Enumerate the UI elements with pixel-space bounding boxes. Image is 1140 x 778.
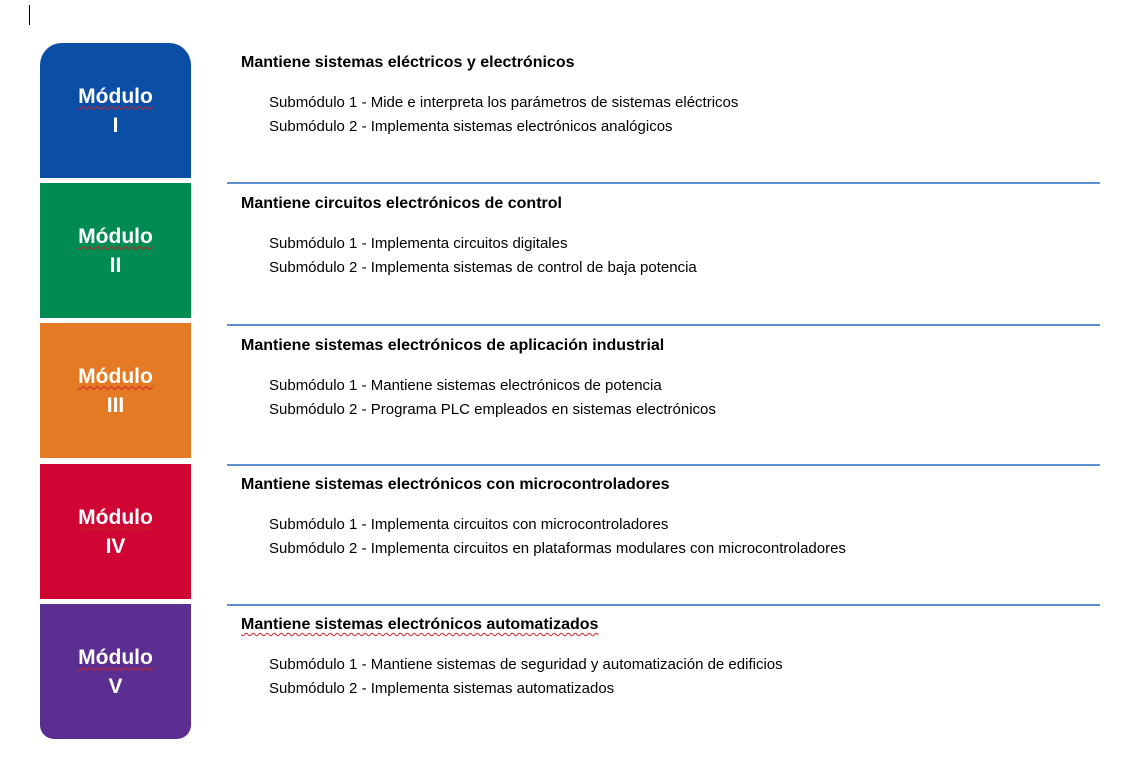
module-2-tile [40,183,191,318]
submodule-item: Submódulo 1 - Implementa circuitos digitales [269,235,568,252]
module-2-content [241,194,1101,279]
module-2-numeral: II [109,253,122,277]
section-divider [227,324,1100,326]
submodule-item: Submódulo 1 - Mide e interpreta los parámetros de sistemas eléctricos [269,94,739,111]
module-1-content [241,53,1101,138]
module-1-tile [40,43,191,178]
module-2-submodule-list [269,232,1101,279]
section-divider [227,464,1100,466]
submodule-item: Submódulo 2 - Implementa sistemas automatizados [269,679,615,697]
module-3-tile [40,323,191,458]
module-2-label: Módulo [78,224,153,248]
module-3-title: Mantiene sistemas electrónicos de aplicación industrial [241,337,665,354]
module-2-title: Mantiene circuitos electrónicos de control [241,195,562,212]
module-5-tile [40,604,191,739]
text-cursor [29,5,30,25]
module-3-numeral: III [106,393,125,417]
module-3-content [241,336,1101,421]
module-4-label: Módulo [78,505,153,529]
module-5-content [241,615,1101,700]
module-4-submodule-list [269,513,1101,560]
module-3-submodule-list [269,374,1101,421]
module-3-label: Módulo [78,364,153,388]
module-5-numeral: V [108,674,123,698]
submodule-item: Submódulo 2 - Implementa sistemas de control de baja potencia [269,258,697,276]
module-5-submodule-list [269,653,1101,700]
module-1-submodule-list [269,91,1101,138]
submodule-item: Submódulo 2 - Implementa circuitos en plataformas modulares con microcontroladores [269,539,846,557]
module-4-title: Mantiene sistemas electrónicos con microcontroladores [241,476,670,493]
module-5-title-text: Mantiene sistemas electrónicos automatizados [241,616,599,633]
module-5-title [241,615,1101,635]
module-5-label: Módulo [78,645,153,669]
module-4-numeral: IV [105,534,126,558]
section-divider [227,604,1100,606]
module-4-tile [40,464,191,599]
submodule-item: Submódulo 2 - Implementa sistemas electrónicos analógicos [269,117,673,135]
module-4-content [241,475,1101,560]
module-1-label: Módulo [78,84,153,108]
module-1-title: Mantiene sistemas eléctricos y electrónicos [241,54,575,71]
section-divider [227,182,1100,184]
submodule-item: Submódulo 2 - Programa PLC empleados en sistemas electrónicos [269,400,716,418]
submodule-item: Submódulo 1 - Implementa circuitos con microcontroladores [269,516,669,533]
submodule-item: Submódulo 1 - Mantiene sistemas de seguridad y automatización de edificios [269,656,783,673]
module-1-numeral: I [112,113,119,137]
submodule-item: Submódulo 1 - Mantiene sistemas electrónicos de potencia [269,377,662,394]
